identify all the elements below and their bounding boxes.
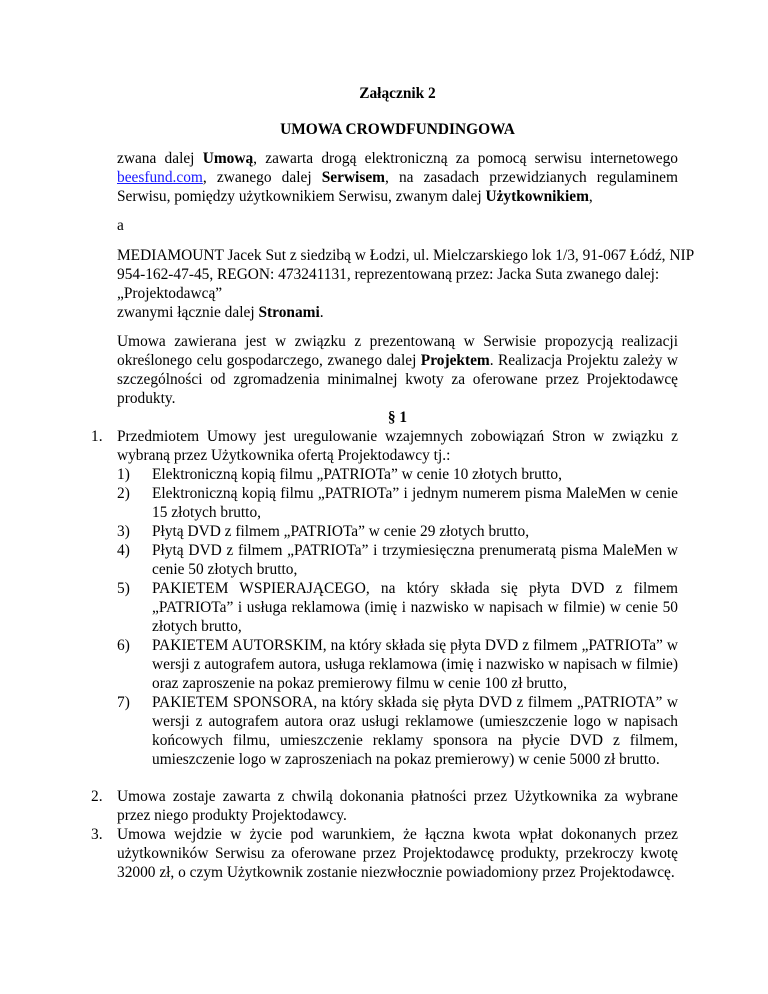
term-projekt: Projektem	[420, 352, 490, 369]
offer-item-text: Płytą DVD z filmem „PATRIOTa” w cenie 29 złotych brutto,	[152, 523, 530, 540]
party-line-2: 954-162-47-45, REGON: 473241131, reprezentowaną przez: Jacka Suta zwanego dalej:	[117, 266, 660, 283]
point-1	[91, 427, 678, 769]
offer-item-number: 5)	[117, 580, 130, 597]
document-title: UMOWA CROWDFUNDINGOWA	[280, 121, 515, 138]
conjunction-a: a	[117, 217, 124, 234]
point-2-number: 2.	[91, 788, 103, 805]
offer-item-text: Płytą DVD z filmem „PATRIOTa” i trzymiesięczna prenumeratą pisma MaleMen w cenie 50 złotych brutto,	[152, 542, 678, 578]
term-strony: Stronami	[258, 304, 320, 321]
offer-item-number: 7)	[117, 694, 130, 711]
party-line-1: MEDIAMOUNT Jacek Sut z siedzibą w Łodzi, ul. Mielczarskiego lok 1/3, 91-067 Łódź, NIP	[117, 247, 695, 264]
point-1-number: 1.	[91, 428, 103, 445]
offer-item-number: 1)	[117, 466, 130, 483]
offer-item	[117, 693, 678, 769]
offer-item-text: Elektroniczną kopią filmu „PATRIOTa” w cenie 10 złotych brutto,	[152, 466, 562, 483]
term-serwis: Serwisem	[321, 169, 385, 186]
offer-item	[117, 541, 678, 579]
point-2-text: Umowa zostaje zawarta z chwilą dokonania płatności przez Użytkownika za wybrane przez niego produkty Projektodawcy.	[117, 788, 678, 824]
offer-item-text: PAKIETEM SPONSORA, na który składa się płyta DVD z filmem „PATRIOTA” w wersji z autografem autora oraz usługi reklamowe (umieszczenie logo w napisach końcowych filmu, umieszczenie reklamy sponsora na płycie DVD z filmem, umieszczenie logo w zaproszeniach na pokaz premierowy) w cenie 5000 zł brutto.	[152, 694, 678, 768]
offer-item-text: PAKIETEM WSPIERAJĄCEGO, na który składa się płyta DVD z filmem „PATRIOTa” i usługa reklamowa (imię i nazwisko w napisach w filmie) w cenie 50 złotych brutto,	[152, 580, 678, 635]
party-line-3: „Projektodawcą”	[117, 285, 223, 302]
offer-item	[117, 636, 678, 693]
offer-item	[117, 484, 678, 522]
point-3	[91, 825, 678, 882]
point-1-text: Przedmiotem Umowy jest uregulowanie wzajemnych zobowiązań Stron w związku z wybraną przez Użytkownika ofertą Projektodawcy tj.:	[117, 428, 678, 464]
offer-item-number: 4)	[117, 542, 130, 559]
point-3-text: Umowa wejdzie w życie pod warunkiem, że łączna kwota wpłat dokonanych przez użytkowników Serwisu za oferowane przez Projektodawcę produkty, przekroczy kwotę 32000 zł, o czym Użytkownik zostanie niezwłocznie powiadomiony przez Projektodawcę.	[117, 826, 678, 881]
intro-paragraph: zwana dalej Umową, zawarta drogą elektroniczną za pomocą serwisu internetowego beesfund.com, zwanego dalej Serwisem, na zasadach przewidzianych regulaminem Serwisu, pomiędzy użytkownikiem Serwisu, zwanym dalej Użytkownikiem,	[117, 150, 678, 205]
annex-label: Załącznik 2	[359, 85, 436, 102]
point-3-number: 3.	[91, 826, 103, 843]
party-line-4: zwanymi łącznie dalej Stronami.	[117, 304, 324, 321]
offer-item	[117, 522, 678, 541]
term-uzytkownik: Użytkownikiem	[485, 188, 589, 205]
beesfund-link[interactable]: beesfund.com	[117, 169, 203, 186]
offer-item-number: 3)	[117, 523, 130, 540]
offer-item-number: 2)	[117, 485, 130, 502]
section-1-heading: § 1	[387, 409, 408, 426]
party-block	[117, 246, 697, 322]
project-paragraph: Umowa zawierana jest w związku z prezentowaną w Serwisie propozycją realizacji określonego celu gospodarczego, zwanego dalej Projektem. Realizacja Projektu zależy w szczególności od zgromadzenia minimalnej kwoty za oferowane przez Projektodawcę produkty.	[117, 333, 678, 407]
section-1-body	[91, 427, 678, 882]
offer-list	[117, 465, 678, 769]
offer-item-number: 6)	[117, 637, 130, 654]
offer-item-text: Elektroniczną kopią filmu „PATRIOTa” i jednym numerem pisma MaleMen w cenie 15 złotych brutto,	[152, 485, 678, 521]
offer-item	[117, 465, 678, 484]
point-2	[91, 787, 678, 825]
offer-item	[117, 579, 678, 636]
term-umowa: Umową	[202, 150, 254, 167]
offer-item-text: PAKIETEM AUTORSKIM, na który składa się płyta DVD z filmem „PATRIOTa” w wersji z autografem autora, usługa reklamowa (imię i nazwisko w napisach w filmie) oraz zaproszenie na pokaz premierowy filmu w cenie 100 zł brutto,	[152, 637, 678, 692]
